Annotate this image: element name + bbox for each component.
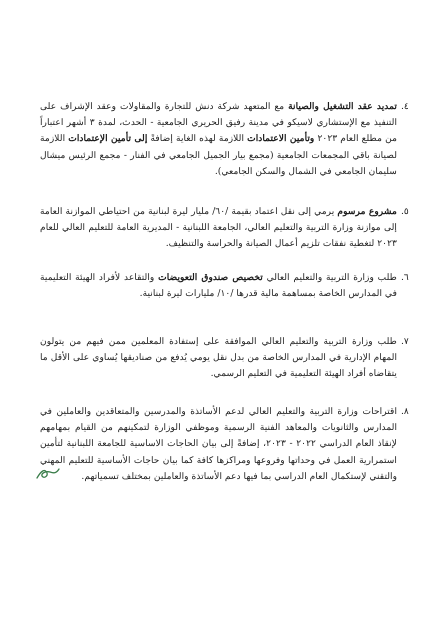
item-text bbox=[40, 204, 397, 253]
agenda-item-8 bbox=[40, 404, 409, 485]
item-text-bold: تمديد عقد التشغيل والصيانة bbox=[288, 101, 397, 112]
item-text-segment: طلب وزارة التربية والتعليم العالي الموافقة على إستفادة المعلمين ممن فيهم من يتولون المهام الإدارية في المدارس الخاصة من بدل نقل يومي يُدفع من صناديقها يُساوي على الأقل ما يتقاضاه أفراد الهيئة التعليمية في التعليم الرسمي. bbox=[40, 336, 397, 380]
item-text-bold: إلى تأمين الإعتمادات bbox=[68, 133, 148, 145]
signature-stroke bbox=[37, 469, 59, 478]
item-number: ٥. bbox=[401, 206, 409, 217]
agenda-item-4 bbox=[40, 99, 409, 180]
item-text-segment: اللازمة لصيانة باقي المجمعات الجامعية (مجمع بيار الجميل الجامعي في الفنار - مجمع الرئيس ميشال سليمان الجامعي في الشمال والسكن الجامعي). bbox=[40, 133, 397, 177]
item-text-segment: مع المتعهد شركة دنش للتجارة والمقاولات وعقد الإشراف على التنفيذ مع الإستشاري لاسيكو في مدينة رفيق الحريري الجامعية - الحدث، لمدة ٣ أشهر اعتباراً من مطلع العام ٢٠٢٣ bbox=[40, 101, 398, 145]
item-text bbox=[40, 404, 397, 485]
item-text-bold: وتأمين الاعتمادات bbox=[247, 133, 315, 145]
item-number: ٤. bbox=[401, 101, 409, 112]
item-text-segment: يرمي إلى نقل اعتماد بقيمة /٦٠/ مليار ليرة لبنانية من احتياطي الموازنة العامة إلى موازنة وزارة التربية والتعليم العالي، الجامعة اللبنانية - المديرية العامة للتعليم العالي للعام ٢٠٢٣ لتغطية نفقات تلزيم أعمال الصيانة والحراسة والتنظيف. bbox=[40, 206, 397, 250]
signature-icon bbox=[34, 462, 62, 484]
item-text-segment: والتقاعد لأفراد الهيئة التعليمية في المدارس الخاصة بمساهمة مالية قدرها /١٠/ مليارات ليرة لبنانية. bbox=[40, 272, 397, 300]
item-text-segment: اقتراحات وزارة التربية والتعليم العالي لدعم الأساتذة والمدرسين والمتعاقدين والعاملين في المدارس والثانويات والمعاهد الفنية الرسمية وموظفي الوزارة لتمكينهم من القيام بمهامهم لإنقاذ العام الدراسي ٢٠٢٢ - ٢٠٢٣، إضافةً إلى بيان الحاجات الاساسية للجامعة اللبنانية لتأمين استمرارية العمل في وحداتها وفروعها ومراكزها كافة كما بيان حاجات الأساسية للتعليم المهني والتقني لإستكمال العام الدراسي بما فيها دعم الأساتذة والعاملين بمختلف تسمياتهم. bbox=[40, 406, 398, 482]
item-text bbox=[40, 99, 397, 180]
agenda-item-7 bbox=[40, 334, 409, 383]
agenda-item-5 bbox=[40, 204, 409, 253]
item-text-bold: تخصيص صندوق التعويضات bbox=[158, 272, 263, 283]
item-text bbox=[40, 270, 397, 302]
item-number: ٦. bbox=[401, 272, 409, 283]
item-number: ٨. bbox=[401, 406, 409, 417]
agenda-item-6 bbox=[40, 270, 409, 302]
item-number: ٧. bbox=[401, 336, 409, 347]
item-text-segment: اللازمة لهذه الغاية إضافةً bbox=[147, 133, 248, 145]
item-text-segment: طلب وزارة التربية والتعليم العالي bbox=[262, 272, 397, 283]
item-text-bold: مشروع مرسوم bbox=[337, 206, 397, 217]
item-text bbox=[40, 334, 397, 383]
